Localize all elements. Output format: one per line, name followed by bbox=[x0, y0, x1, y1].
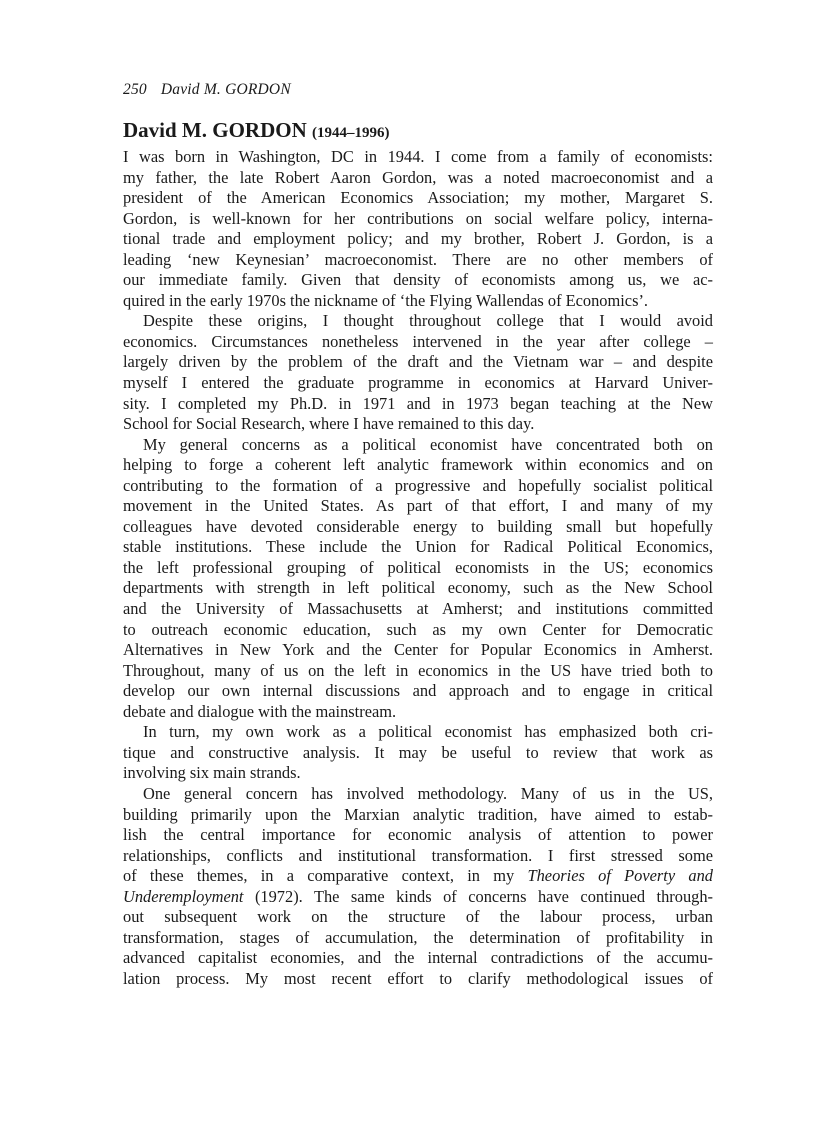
paragraph-4 bbox=[123, 722, 713, 784]
text-line: tional trade and employment policy; and my brother, Robert J. Gordon, is a bbox=[123, 229, 713, 249]
text-line: In turn, my own work as a political economist has emphasized both cri- bbox=[143, 722, 713, 742]
text-line: building primarily upon the Marxian analytic tradition, have aimed to estab- bbox=[123, 804, 713, 824]
text-line: contributing to the formation of a progressive and hopefully socialist political bbox=[123, 475, 713, 495]
text-line: and the University of Massachusetts at Amherst; and institutions committed bbox=[123, 599, 713, 619]
text-line: tique and constructive analysis. It may be useful to review that work as bbox=[123, 742, 713, 762]
text-fragment: (1972). The same kinds of concerns have continued through- bbox=[243, 886, 713, 906]
text-line: Throughout, many of us on the left in economics in the US have tried both to bbox=[123, 660, 713, 680]
text-line: School for Social Research, where I have remained to this day. bbox=[123, 414, 535, 434]
text-line: president of the American Economics Association; my mother, Margaret S. bbox=[123, 188, 713, 208]
text-line: largely driven by the problem of the draft and the Vietnam war – and despite bbox=[123, 352, 713, 372]
page-number: 250 bbox=[123, 81, 147, 98]
text-line: Gordon, is well-known for her contributions on social welfare policy, interna- bbox=[123, 208, 713, 228]
text-line: economics. Circumstances nonetheless intervened in the year after college – bbox=[123, 331, 713, 351]
text-line: lation process. My most recent effort to clarify methodological issues of bbox=[123, 968, 713, 988]
article-body bbox=[123, 147, 713, 989]
text-line: out subsequent work on the structure of the labour process, urban bbox=[123, 907, 713, 927]
text-line: movement in the United States. As part of that effort, I and many of my bbox=[123, 496, 713, 516]
entry-name: David M. GORDON bbox=[123, 118, 307, 142]
text-line: myself I entered the graduate programme in economics at Harvard Univer- bbox=[123, 373, 713, 393]
text-line: departments with strength in left political economy, such as the New School bbox=[123, 578, 713, 598]
text-line: advanced capitalist economies, and the internal contradictions of the accumu- bbox=[123, 948, 713, 968]
text-line: our immediate family. Given that density of economists among us, we ac- bbox=[123, 270, 713, 290]
text-line: involving six main strands. bbox=[123, 763, 301, 783]
text-line: transformation, stages of accumulation, the determination of profitability in bbox=[123, 927, 713, 947]
text-line: sity. I completed my Ph.D. in 1971 and in 1973 began teaching at the New bbox=[123, 393, 713, 413]
paragraph-1 bbox=[123, 147, 713, 311]
paragraph-3 bbox=[123, 435, 713, 723]
text-fragment: of these themes, in a comparative context, in my bbox=[123, 866, 528, 886]
text-line: to outreach economic education, such as my own Center for Democratic bbox=[123, 619, 713, 639]
page bbox=[123, 80, 713, 989]
text-line: the left professional grouping of political economists in the US; economics bbox=[123, 557, 713, 577]
text-line: relationships, conflicts and institutional transformation. I first stressed some bbox=[123, 845, 713, 865]
entry-dates: (1944–1996) bbox=[312, 125, 390, 141]
text-line: quired in the early 1970s the nickname of ‘the Flying Wallendas of Economics’. bbox=[123, 290, 649, 310]
text-line: lish the central importance for economic analysis of attention to power bbox=[123, 825, 713, 845]
text-line: Despite these origins, I thought throughout college that I would avoid bbox=[143, 311, 713, 331]
text-line: develop our own internal discussions and approach and to engage in critical bbox=[123, 681, 713, 701]
entry-heading bbox=[123, 118, 713, 145]
text-line: stable institutions. These include the Union for Radical Political Economics, bbox=[123, 537, 713, 557]
book-title: Theories of Poverty and bbox=[527, 866, 714, 886]
text-line: Alternatives in New York and the Center for Popular Economics in Amherst. bbox=[123, 640, 713, 660]
text-line: One general concern has involved methodology. Many of us in the US, bbox=[143, 783, 713, 803]
paragraph-2 bbox=[123, 311, 713, 434]
text-line: leading ‘new Keynesian’ macroeconomist. There are no other members of bbox=[123, 249, 713, 269]
text-line: helping to forge a coherent left analytic framework within economics and on bbox=[123, 455, 713, 475]
text-line: my father, the late Robert Aaron Gordon, was a noted macroeconomist and a bbox=[123, 167, 713, 187]
paragraph-5 bbox=[123, 784, 713, 989]
text-line bbox=[123, 866, 713, 887]
running-head-author: David M. GORDON bbox=[160, 81, 291, 98]
book-title: Underemployment bbox=[123, 886, 244, 906]
running-head bbox=[123, 80, 713, 100]
text-line bbox=[123, 887, 713, 908]
text-line: I was born in Washington, DC in 1944. I come from a family of economists: bbox=[123, 147, 713, 166]
text-line: colleagues have devoted considerable energy to building small but hopefully bbox=[123, 516, 713, 536]
text-line: My general concerns as a political economist have concentrated both on bbox=[143, 434, 713, 454]
text-line: debate and dialogue with the mainstream. bbox=[123, 701, 397, 721]
